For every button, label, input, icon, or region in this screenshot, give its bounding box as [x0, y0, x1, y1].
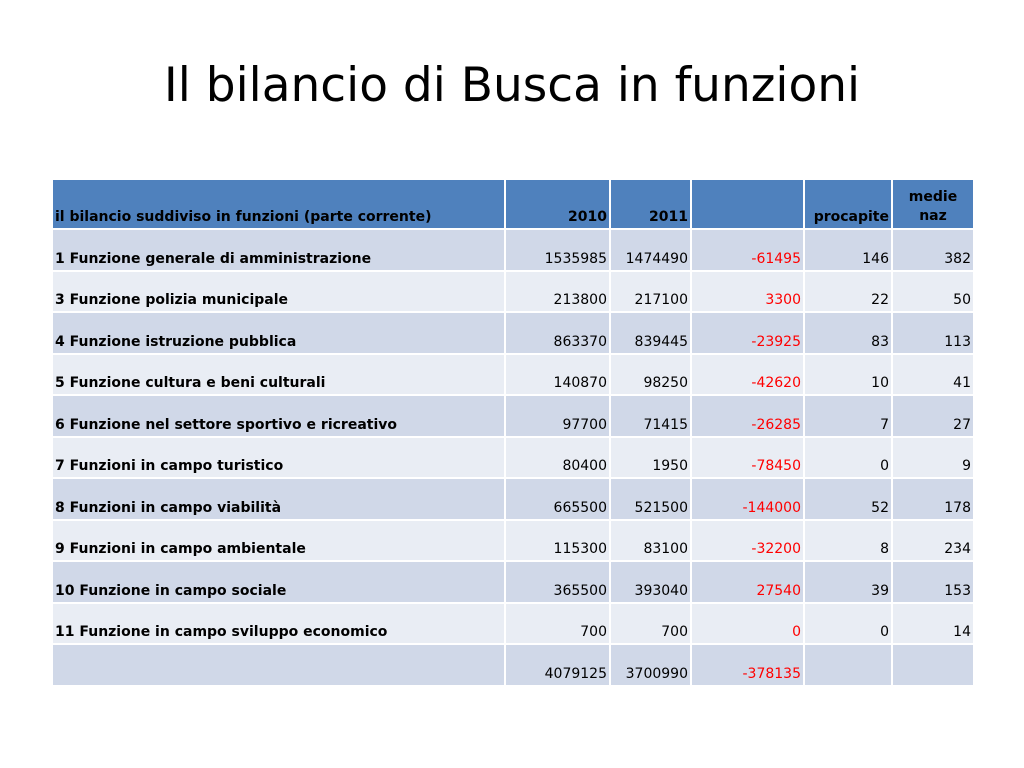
cell-medie-naz: 382 [892, 229, 974, 271]
cell-procapite: 7 [804, 395, 892, 437]
cell-2010: 700 [505, 603, 610, 645]
cell-2010: 863370 [505, 312, 610, 354]
cell-medie-naz: 14 [892, 603, 974, 645]
cell-medie-naz: 113 [892, 312, 974, 354]
cell-function [52, 644, 505, 686]
table-row [52, 520, 974, 562]
cell-procapite: 39 [804, 561, 892, 603]
cell-2010: 1535985 [505, 229, 610, 271]
cell-2010: 80400 [505, 437, 610, 479]
cell-difference: -32200 [691, 520, 804, 562]
cell-2011: 98250 [610, 354, 691, 396]
cell-2011: 3700990 [610, 644, 691, 686]
cell-difference: -144000 [691, 478, 804, 520]
cell-function: 7 Funzioni in campo turistico [52, 437, 505, 479]
table-row [52, 437, 974, 479]
cell-procapite: 83 [804, 312, 892, 354]
cell-2010: 365500 [505, 561, 610, 603]
cell-medie-naz [892, 644, 974, 686]
cell-2010: 97700 [505, 395, 610, 437]
table-row [52, 354, 974, 396]
header-medie-naz: medie naz [892, 179, 974, 229]
table-row [52, 395, 974, 437]
cell-difference: -61495 [691, 229, 804, 271]
cell-function: 5 Funzione cultura e beni culturali [52, 354, 505, 396]
cell-procapite: 52 [804, 478, 892, 520]
table-row [52, 561, 974, 603]
cell-medie-naz: 27 [892, 395, 974, 437]
cell-function: 10 Funzione in campo sociale [52, 561, 505, 603]
cell-difference: -78450 [691, 437, 804, 479]
cell-procapite: 10 [804, 354, 892, 396]
cell-2011: 521500 [610, 478, 691, 520]
cell-medie-naz: 41 [892, 354, 974, 396]
slide-title: Il bilancio di Busca in funzioni [163, 58, 861, 113]
cell-2011: 700 [610, 603, 691, 645]
cell-2011: 217100 [610, 271, 691, 313]
cell-2011: 71415 [610, 395, 691, 437]
cell-procapite: 0 [804, 437, 892, 479]
cell-medie-naz: 9 [892, 437, 974, 479]
cell-2010: 213800 [505, 271, 610, 313]
cell-difference: 3300 [691, 271, 804, 313]
cell-difference: -23925 [691, 312, 804, 354]
cell-function: 8 Funzioni in campo viabilità [52, 478, 505, 520]
cell-function: 9 Funzioni in campo ambientale [52, 520, 505, 562]
cell-difference: -378135 [691, 644, 804, 686]
table-row [52, 312, 974, 354]
cell-difference: 0 [691, 603, 804, 645]
table-row [52, 603, 974, 645]
budget-table [51, 178, 975, 687]
cell-medie-naz: 178 [892, 478, 974, 520]
table-row [52, 478, 974, 520]
cell-function: 11 Funzione in campo sviluppo economico [52, 603, 505, 645]
cell-2010: 115300 [505, 520, 610, 562]
header-2010: 2010 [505, 179, 610, 229]
cell-medie-naz: 234 [892, 520, 974, 562]
cell-2010: 665500 [505, 478, 610, 520]
cell-procapite: 8 [804, 520, 892, 562]
cell-function: 1 Funzione generale di amministrazione [52, 229, 505, 271]
cell-procapite: 146 [804, 229, 892, 271]
cell-2011: 839445 [610, 312, 691, 354]
table-row-totals [52, 644, 974, 686]
cell-2010: 140870 [505, 354, 610, 396]
cell-difference: 27540 [691, 561, 804, 603]
table-row [52, 271, 974, 313]
header-label: il bilancio suddiviso in funzioni (parte corrente) [52, 179, 505, 229]
cell-2011: 83100 [610, 520, 691, 562]
cell-2011: 393040 [610, 561, 691, 603]
cell-procapite: 0 [804, 603, 892, 645]
cell-2011: 1950 [610, 437, 691, 479]
table-header-row [52, 179, 974, 229]
cell-medie-naz: 50 [892, 271, 974, 313]
cell-procapite [804, 644, 892, 686]
cell-difference: -42620 [691, 354, 804, 396]
cell-procapite: 22 [804, 271, 892, 313]
cell-function: 6 Funzione nel settore sportivo e ricreativo [52, 395, 505, 437]
table-row [52, 229, 974, 271]
header-procapite: procapite [804, 179, 892, 229]
cell-2011: 1474490 [610, 229, 691, 271]
header-difference [691, 179, 804, 229]
cell-function: 3 Funzione polizia municipale [52, 271, 505, 313]
cell-function: 4 Funzione istruzione pubblica [52, 312, 505, 354]
cell-difference: -26285 [691, 395, 804, 437]
cell-2010: 4079125 [505, 644, 610, 686]
cell-medie-naz: 153 [892, 561, 974, 603]
header-2011: 2011 [610, 179, 691, 229]
